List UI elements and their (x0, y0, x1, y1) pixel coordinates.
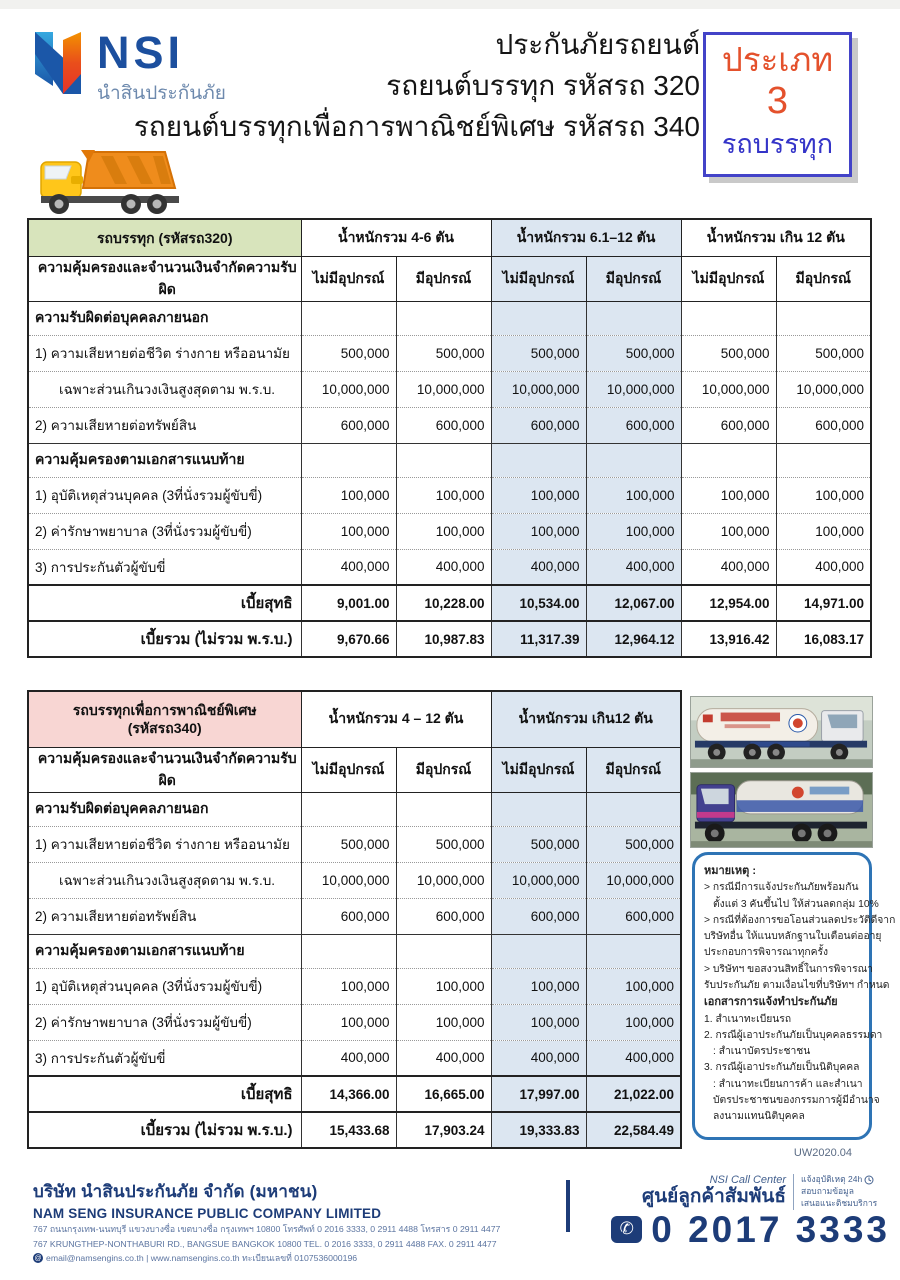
row-label: เบี้ยรวม (ไม่รวม พ.ร.บ.) (28, 621, 301, 657)
note-line: 2. กรณีผู้เอาประกันภัยเป็นบุคคลธรรมดา (704, 1029, 883, 1041)
sub-header: ไม่มีอุปกรณ์ (491, 747, 586, 792)
value-cell: 10,228.00 (396, 585, 491, 621)
truck-320-table (27, 218, 872, 658)
call-center-phone: 0 2017 3333 (651, 1208, 890, 1250)
value-cell: 400,000 (491, 549, 586, 585)
document-code: UW2020.04 (793, 1147, 852, 1159)
row-label: เบี้ยสุทธิ (28, 1076, 301, 1112)
value-cell: 100,000 (491, 968, 586, 1004)
phone-icon: ✆ (611, 1216, 642, 1243)
tanker-truck-photo-2 (690, 772, 873, 848)
value-cell: 100,000 (586, 513, 681, 549)
sub-header: มีอุปกรณ์ (396, 747, 491, 792)
value-cell: 100,000 (681, 513, 776, 549)
sub-header: ไม่มีอุปกรณ์ (491, 256, 586, 301)
value-cell: 400,000 (491, 1040, 586, 1076)
value-cell: 100,000 (301, 968, 396, 1004)
row-label: ความรับผิดต่อบุคคลภายนอก (28, 301, 301, 335)
value-cell: 500,000 (491, 335, 586, 371)
value-cell: 600,000 (491, 898, 586, 934)
title-line-2: รถยนต์บรรทุก รหัสรถ 320 (386, 70, 700, 101)
value-cell: 100,000 (396, 477, 491, 513)
value-cell: 600,000 (301, 898, 396, 934)
row-label: ความรับผิดต่อบุคคลภายนอก (28, 792, 301, 826)
value-cell: 10,000,000 (586, 862, 681, 898)
value-cell: 500,000 (301, 826, 396, 862)
value-cell (301, 792, 396, 826)
value-cell (396, 443, 491, 477)
value-cell: 100,000 (776, 513, 871, 549)
value-cell: 10,000,000 (301, 371, 396, 407)
note-line: ลงนามแทนนิติบุคคล (713, 1111, 805, 1123)
value-cell: 10,000,000 (491, 371, 586, 407)
value-cell: 10,000,000 (681, 371, 776, 407)
table-row (28, 1112, 681, 1148)
row-label: 1) อุบัติเหตุส่วนบุคคล (3ที่นั่งรวมผู้ขับขี่) (28, 968, 301, 1004)
note-line: 1. สำเนาทะเบียนรถ (704, 1013, 792, 1025)
column-group-header: น้ำหนักรวม 4 – 12 ตัน (301, 691, 491, 747)
value-cell (491, 443, 586, 477)
value-cell: 100,000 (396, 513, 491, 549)
value-cell: 400,000 (301, 1040, 396, 1076)
table-row (28, 792, 681, 826)
note-line: บัตรประชาชนของกรรมการผู้มีอำนาจ (713, 1094, 880, 1106)
value-cell: 400,000 (776, 549, 871, 585)
value-cell (396, 792, 491, 826)
company-name-th: บริษัท นำสินประกันภัย จำกัด (มหาชน) (33, 1182, 318, 1201)
note-line: > กรณีที่ต้องการขอโอนส่วนลดประวัติดีจาก (704, 914, 896, 926)
table-row (28, 371, 871, 407)
row-label: 1) ความเสียหายต่อชีวิต ร่างกาย หรืออนามัย (28, 335, 301, 371)
type-vehicle: รถบรรทุก (721, 129, 834, 159)
call-center-label-th: ศูนย์ลูกค้าสัมพันธ์ (642, 1186, 786, 1207)
value-cell: 500,000 (301, 335, 396, 371)
table-row (28, 968, 681, 1004)
value-cell: 500,000 (586, 826, 681, 862)
truck-340-table-container (27, 690, 682, 1149)
value-cell (491, 792, 586, 826)
sub-header: มีอุปกรณ์ (586, 256, 681, 301)
row-label: 2) ค่ารักษาพยาบาล (3ที่นั่งรวมผู้ขับขี่) (28, 513, 301, 549)
contact-text: email@namsengins.co.th | www.namsengins.co.th ทะเบียนเลขที่ 0107536000196 (46, 1253, 358, 1264)
truck-340-table (27, 690, 682, 1149)
value-cell: 9,670.66 (301, 621, 396, 657)
sub-header: มีอุปกรณ์ (396, 256, 491, 301)
nsi-logo-icon (33, 30, 83, 96)
title-line-1: ประกันภัยรถยนต์ (495, 29, 700, 60)
sub-header: ไม่มีอุปกรณ์ (301, 256, 396, 301)
value-cell: 100,000 (301, 513, 396, 549)
value-cell: 100,000 (586, 968, 681, 1004)
column-group-header: น้ำหนักรวม เกิน 12 ตัน (681, 219, 871, 256)
row-label: 3) การประกันตัวผู้ขับขี่ (28, 1040, 301, 1076)
column-group-header: น้ำหนักรวม 4-6 ตัน (301, 219, 491, 256)
value-cell: 13,916.42 (681, 621, 776, 657)
remarks-body (704, 863, 896, 1125)
value-cell (586, 934, 681, 968)
column-group-header: น้ำหนักรวม เกิน12 ตัน (491, 691, 681, 747)
value-cell: 12,954.00 (681, 585, 776, 621)
table-row (28, 1004, 681, 1040)
value-cell: 14,971.00 (776, 585, 871, 621)
value-cell (301, 443, 396, 477)
value-cell: 17,997.00 (491, 1076, 586, 1112)
table-row (28, 513, 871, 549)
value-cell: 100,000 (301, 477, 396, 513)
table-row (28, 1076, 681, 1112)
value-cell: 600,000 (396, 898, 491, 934)
remarks-box (692, 852, 896, 1140)
tanker-truck-photo-1 (690, 696, 873, 768)
value-cell: 100,000 (681, 477, 776, 513)
value-cell: 400,000 (301, 549, 396, 585)
note-line: ตั้งแต่ 3 คันขึ้นไป ให้ส่วนลดกลุ่ม 10% (713, 898, 879, 910)
value-cell: 600,000 (586, 407, 681, 443)
table-title: รถบรรทุกเพื่อการพาณิชย์พิเศษ (รหัสรถ340) (28, 691, 301, 747)
address-en: 767 KRUNGTHEP-NONTHABURI RD., BANGSUE BANGKOK 10800 TEL. 0 2016 3333, 0 2911 4488 FAX. 0 2911 4477 (33, 1238, 497, 1249)
note-line: รับประกันภัย ตามเงื่อนไขที่บริษัทฯ กำหนด (704, 979, 890, 991)
value-cell: 10,000,000 (396, 862, 491, 898)
type-number: 3 (766, 80, 789, 122)
row-label: เฉพาะส่วนเกินวงเงินสูงสุดตาม พ.ร.บ. (28, 862, 301, 898)
note-line: บริษัทอื่น ให้แนบหลักฐานใบเตือนต่ออายุ (704, 931, 882, 943)
row-label: ความคุ้มครองตามเอกสารแนบท้าย (28, 443, 301, 477)
value-cell: 600,000 (301, 407, 396, 443)
value-cell (586, 792, 681, 826)
value-cell: 10,000,000 (776, 371, 871, 407)
sub-header: ไม่มีอุปกรณ์ (681, 256, 776, 301)
table-row (28, 407, 871, 443)
note-line: เอกสารการแจ้งทำประกันภัย (704, 996, 838, 1009)
table-row (28, 443, 871, 477)
note-line: 3. กรณีผู้เอาประกันภัยเป็นนิติบุคคล (704, 1062, 860, 1074)
value-cell: 100,000 (491, 477, 586, 513)
note-line: > บริษัทฯ ขอสงวนสิทธิ์ในการพิจารณา (704, 963, 873, 975)
value-cell: 600,000 (681, 407, 776, 443)
row-label: เบี้ยสุทธิ (28, 585, 301, 621)
contact-line (33, 1251, 500, 1265)
value-cell: 12,067.00 (586, 585, 681, 621)
note-line: หมายเหตุ : (704, 865, 756, 877)
value-cell (681, 301, 776, 335)
call-center-block (580, 1174, 890, 1248)
table-row (28, 621, 871, 657)
table-row (28, 862, 681, 898)
truck-320-table-container (27, 218, 872, 658)
value-cell: 600,000 (491, 407, 586, 443)
value-cell (301, 934, 396, 968)
page-top-strip (0, 0, 900, 9)
brand-text: NSI (97, 27, 185, 78)
note-line: ประกอบการพิจารณาทุกครั้ง (704, 947, 829, 959)
value-cell (586, 301, 681, 335)
type-word: ประเภท (721, 41, 834, 78)
value-cell: 17,903.24 (396, 1112, 491, 1148)
table-row (28, 898, 681, 934)
coverage-header: ความคุ้มครองและจำนวนเงินจำกัดความรับผิด (28, 747, 301, 792)
value-cell: 19,333.83 (491, 1112, 586, 1148)
value-cell: 9,001.00 (301, 585, 396, 621)
note-line: : สำเนาทะเบียนการค้า และสำเนา (713, 1078, 863, 1090)
call-center-label-en: NSI Call Center (709, 1174, 786, 1186)
service-line: สอบถามข้อมูล (801, 1185, 854, 1196)
note-line: > กรณีมีการแจ้งประกันภัยพร้อมกัน (704, 882, 859, 894)
company-name-en: NAM SENG INSURANCE PUBLIC COMPANY LIMITED (33, 1206, 382, 1221)
value-cell: 10,000,000 (301, 862, 396, 898)
value-cell: 10,000,000 (396, 371, 491, 407)
value-cell (491, 934, 586, 968)
value-cell: 400,000 (396, 1040, 491, 1076)
value-cell: 12,964.12 (586, 621, 681, 657)
value-cell: 600,000 (586, 898, 681, 934)
column-group-header: น้ำหนักรวม 6.1–12 ตัน (491, 219, 681, 256)
value-cell: 10,000,000 (586, 371, 681, 407)
row-label: เบี้ยรวม (ไม่รวม พ.ร.บ.) (28, 1112, 301, 1148)
value-cell: 100,000 (586, 477, 681, 513)
value-cell (301, 301, 396, 335)
value-cell: 14,366.00 (301, 1076, 396, 1112)
value-cell (681, 443, 776, 477)
table-row (28, 549, 871, 585)
table-row (28, 585, 871, 621)
table-row (28, 477, 871, 513)
value-cell (396, 301, 491, 335)
value-cell: 100,000 (301, 1004, 396, 1040)
sub-header: มีอุปกรณ์ (776, 256, 871, 301)
value-cell: 22,584.49 (586, 1112, 681, 1148)
row-label: 2) ค่ารักษาพยาบาล (3ที่นั่งรวมผู้ขับขี่) (28, 1004, 301, 1040)
value-cell: 500,000 (491, 826, 586, 862)
value-cell: 500,000 (396, 826, 491, 862)
value-cell: 500,000 (396, 335, 491, 371)
call-center-services (794, 1174, 890, 1210)
table-row (28, 826, 681, 862)
title-line-3: รถยนต์บรรทุกเพื่อการพาณิชย์พิเศษ รหัสรถ 340 (133, 111, 700, 142)
value-cell: 15,433.68 (301, 1112, 396, 1148)
value-cell: 600,000 (776, 407, 871, 443)
value-cell (776, 301, 871, 335)
row-label: 1) ความเสียหายต่อชีวิต ร่างกาย หรืออนามัย (28, 826, 301, 862)
value-cell: 11,317.39 (491, 621, 586, 657)
value-cell: 100,000 (491, 513, 586, 549)
brand-subtitle: นำสินประกันภัย (97, 83, 226, 104)
value-cell (396, 934, 491, 968)
value-cell: 600,000 (396, 407, 491, 443)
value-cell: 100,000 (396, 968, 491, 1004)
value-cell: 100,000 (586, 1004, 681, 1040)
table-row (28, 335, 871, 371)
value-cell: 400,000 (586, 549, 681, 585)
value-cell: 16,083.17 (776, 621, 871, 657)
dump-truck-icon (35, 146, 187, 218)
row-label: 2) ความเสียหายต่อทรัพย์สิน (28, 407, 301, 443)
service-line: เสนอแนะติชมบริการ (801, 1197, 878, 1208)
email-icon: @ (34, 1254, 42, 1262)
value-cell: 500,000 (586, 335, 681, 371)
row-label: 2) ความเสียหายต่อทรัพย์สิน (28, 898, 301, 934)
coverage-header: ความคุ้มครองและจำนวนเงินจำกัดความรับผิด (28, 256, 301, 301)
value-cell: 400,000 (586, 1040, 681, 1076)
table-row (28, 301, 871, 335)
value-cell: 400,000 (396, 549, 491, 585)
table-title: รถบรรทุก (รหัสรถ320) (28, 219, 301, 256)
value-cell: 10,987.83 (396, 621, 491, 657)
company-info (33, 1178, 500, 1265)
document-title (134, 24, 700, 147)
value-cell: 400,000 (681, 549, 776, 585)
value-cell: 16,665.00 (396, 1076, 491, 1112)
value-cell: 100,000 (396, 1004, 491, 1040)
table-row (28, 934, 681, 968)
value-cell: 500,000 (681, 335, 776, 371)
address-th: 767 ถนนกรุงเทพ-นนทบุรี แขวงบางซื่อ เขตบางซื่อ กรุงเทพฯ 10800 โทรศัพท์ 0 2016 3333, 0 2911 4488 โทรสาร 0 2911 4477 (33, 1224, 501, 1234)
value-cell: 500,000 (776, 335, 871, 371)
value-cell (491, 301, 586, 335)
sub-header: ไม่มีอุปกรณ์ (301, 747, 396, 792)
value-cell (586, 443, 681, 477)
footer-divider (566, 1180, 570, 1232)
row-label: 3) การประกันตัวผู้ขับขี่ (28, 549, 301, 585)
value-cell: 21,022.00 (586, 1076, 681, 1112)
value-cell: 100,000 (491, 1004, 586, 1040)
row-label: เฉพาะส่วนเกินวงเงินสูงสุดตาม พ.ร.บ. (28, 371, 301, 407)
note-line: : สำเนาบัตรประชาชน (713, 1046, 811, 1058)
insurance-type-badge (703, 32, 852, 177)
value-cell (776, 443, 871, 477)
sub-header: มีอุปกรณ์ (586, 747, 681, 792)
clock-icon (864, 1175, 874, 1185)
value-cell: 10,534.00 (491, 585, 586, 621)
row-label: ความคุ้มครองตามเอกสารแนบท้าย (28, 934, 301, 968)
row-label: 1) อุบัติเหตุส่วนบุคคล (3ที่นั่งรวมผู้ขับขี่) (28, 477, 301, 513)
table-row (28, 1040, 681, 1076)
value-cell: 100,000 (776, 477, 871, 513)
value-cell: 10,000,000 (491, 862, 586, 898)
service-line: แจ้งอุบัติเหตุ 24h (801, 1174, 890, 1186)
